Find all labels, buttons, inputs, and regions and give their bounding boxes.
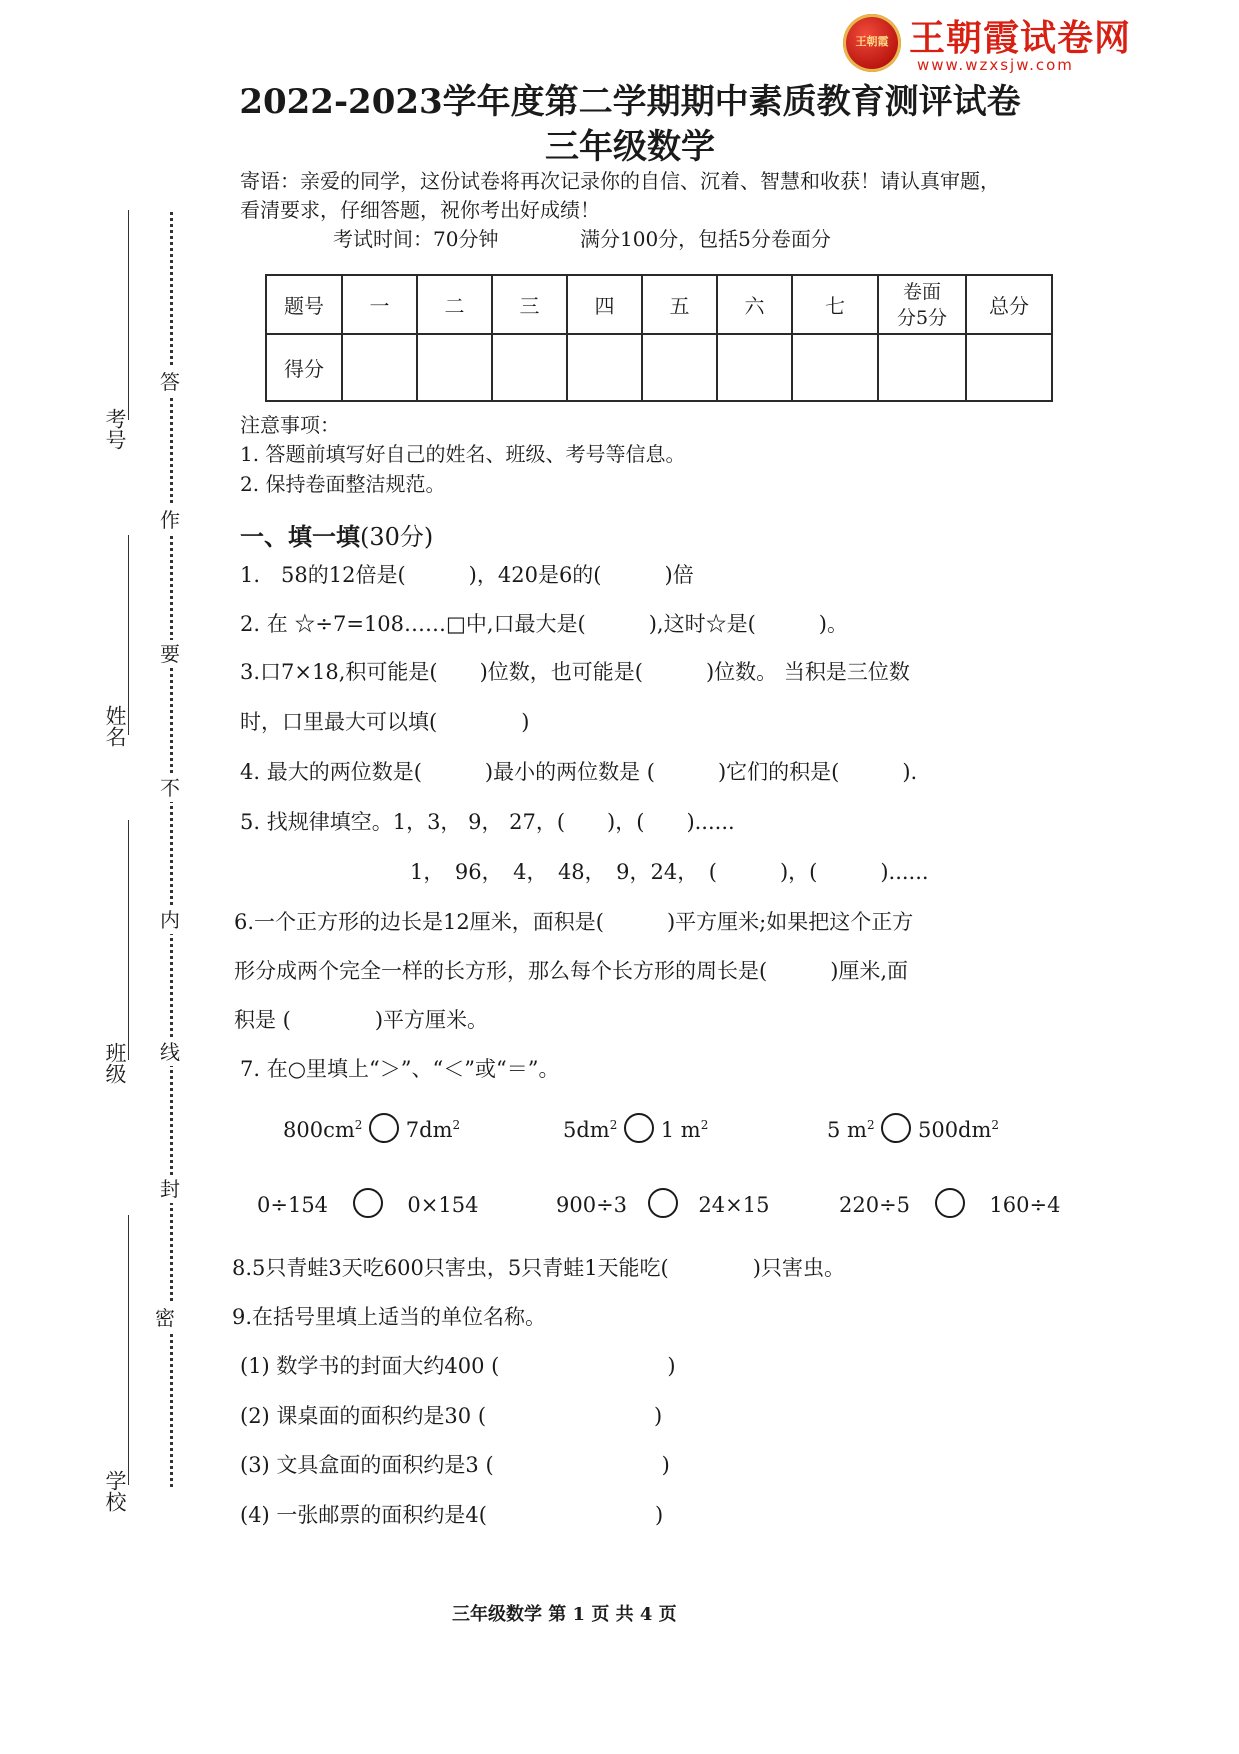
score-table-score-row xyxy=(266,334,1052,401)
score-cell[interactable] xyxy=(567,334,642,401)
seal-icon: 王朝霞 xyxy=(843,14,901,72)
compare-circle[interactable] xyxy=(624,1113,654,1143)
label-exam-no: 考号 xyxy=(103,408,127,450)
seal-char: 封 xyxy=(160,1177,180,1201)
seal-char: 内 xyxy=(160,908,180,932)
exam-time: 考试时间：70分钟 xyxy=(333,227,499,251)
page-subtitle: 三年级数学 xyxy=(545,127,715,167)
q9-item: (3) 文具盒面的面积约是3 ( ) xyxy=(240,1453,670,1477)
message-line-1: 寄语：亲爱的同学，这份试卷将再次记录你的自信、沉着、智慧和收获！请认真审题， xyxy=(240,169,1000,193)
page-footer: 三年级数学 第 1 页 共 4 页 xyxy=(452,1604,677,1625)
question-4: 4. 最大的两位数是( )最小的两位数是 ( )它们的积是( ). xyxy=(240,760,918,784)
score-table xyxy=(265,274,1053,402)
table-cell: 三 xyxy=(492,275,567,334)
table-cell: 题号 xyxy=(266,275,342,334)
table-cell: 得分 xyxy=(266,334,342,401)
score-cell[interactable] xyxy=(966,334,1052,401)
table-cell: 五 xyxy=(642,275,717,334)
score-cell[interactable] xyxy=(492,334,567,401)
note-item: 1. 答题前填写好自己的姓名、班级、考号等信息。 xyxy=(240,442,686,466)
site-logo xyxy=(843,10,1153,80)
seal-char: 要 xyxy=(160,642,180,666)
seal-char: 答 xyxy=(160,370,180,394)
question-5-line-1: 5. 找规律填空。1，3， 9， 27，( )，( )...... xyxy=(240,810,735,834)
score-cell[interactable] xyxy=(878,334,966,401)
q9-item: (2) 课桌面的面积约是30 ( ) xyxy=(240,1404,663,1428)
compare-circle[interactable] xyxy=(353,1188,383,1218)
compare-circle[interactable] xyxy=(369,1113,399,1143)
table-cell: 四 xyxy=(567,275,642,334)
seal-char: 不 xyxy=(160,776,180,800)
full-score: 满分100分，包括5分卷面分 xyxy=(580,227,831,251)
table-cell: 六 xyxy=(717,275,792,334)
compare-item: 900÷3 24×15 xyxy=(556,1188,769,1218)
school-line[interactable] xyxy=(128,1215,129,1485)
compare-circle[interactable] xyxy=(935,1188,965,1218)
question-9: 9.在括号里填上适当的单位名称。 xyxy=(232,1305,547,1329)
page-title: 2022-2023学年度第二学期期中素质教育测评试卷 xyxy=(239,82,1021,122)
question-3-line-2: 时，口里最大可以填( ) xyxy=(240,710,530,734)
score-cell[interactable] xyxy=(792,334,878,401)
compare-item: 220÷5 160÷4 xyxy=(839,1188,1060,1218)
message-line-2: 看清要求，仔细答题，祝你考出好成绩！ xyxy=(240,198,600,222)
score-cell[interactable] xyxy=(342,334,417,401)
note-item: 2. 保持卷面整洁规范。 xyxy=(240,472,446,496)
compare-circle[interactable] xyxy=(881,1113,911,1143)
question-3-line-1: 3.口7×18,积可能是( )位数，也可能是( )位数。 当积是三位数 xyxy=(240,660,910,684)
label-name: 姓名 xyxy=(103,705,127,747)
score-cell[interactable] xyxy=(417,334,492,401)
question-8: 8.5只青蛙3天吃600只害虫，5只青蛙1天能吃( )只害虫。 xyxy=(232,1256,845,1280)
q9-item: (4) 一张邮票的面积约是4( ) xyxy=(240,1503,664,1527)
compare-item: $5dm^2$ 1 $m^2$ xyxy=(563,1113,708,1143)
seal-char: 作 xyxy=(160,508,180,532)
notes-heading: 注意事项： xyxy=(240,413,340,437)
compare-item: 5 $m^2$ $500dm^2$ xyxy=(827,1113,999,1143)
label-school: 学校 xyxy=(103,1470,127,1512)
compare-circle[interactable] xyxy=(648,1188,678,1218)
table-cell: 二 xyxy=(417,275,492,334)
question-6-line-2: 形分成两个完全一样的长方形，那么每个长方形的周长是( )厘米,面 xyxy=(234,959,909,983)
exam-no-line[interactable] xyxy=(128,210,129,420)
question-1: 1. 58的12倍是( )，420是6的( )倍 xyxy=(240,563,694,587)
question-5-line-2: 1， 96， 4， 48， 9，24， ( )，( )...... xyxy=(410,860,929,884)
table-cell: 总分 xyxy=(966,275,1052,334)
question-6-line-1: 6.一个正方形的边长是12厘米，面积是( )平方厘米;如果把这个正方 xyxy=(234,910,914,934)
compare-item: 0÷154 0×154 xyxy=(257,1188,478,1218)
table-cell: 一 xyxy=(342,275,417,334)
label-class: 班级 xyxy=(103,1042,127,1084)
table-cell-face-score: 卷面 分5分 xyxy=(878,275,966,334)
score-cell[interactable] xyxy=(717,334,792,401)
question-6-line-3: 积是 ( )平方厘米。 xyxy=(234,1008,489,1032)
score-cell[interactable] xyxy=(642,334,717,401)
question-7: 7. 在○里填上“＞”、“＜”或“＝”。 xyxy=(240,1057,560,1081)
seal-char: 密 xyxy=(155,1306,175,1330)
seal-dotted-line xyxy=(170,212,173,1487)
compare-item: $800cm^2$ $7dm^2$ xyxy=(283,1113,460,1143)
class-line[interactable] xyxy=(128,820,129,1060)
q9-item: (1) 数学书的封面大约400 ( ) xyxy=(240,1354,676,1378)
table-cell: 七 xyxy=(792,275,878,334)
seal-char: 线 xyxy=(160,1040,180,1064)
logo-brand: 王朝霞试卷网 xyxy=(909,18,1132,59)
section-heading: 一、填一填(30分) xyxy=(240,522,434,551)
logo-url: www.wzxsjw.com xyxy=(917,56,1074,74)
score-table-header-row xyxy=(266,275,1052,334)
question-2: 2. 在 ☆÷7=108……□中,口最大是( ),这时☆是( )。 xyxy=(240,612,848,636)
